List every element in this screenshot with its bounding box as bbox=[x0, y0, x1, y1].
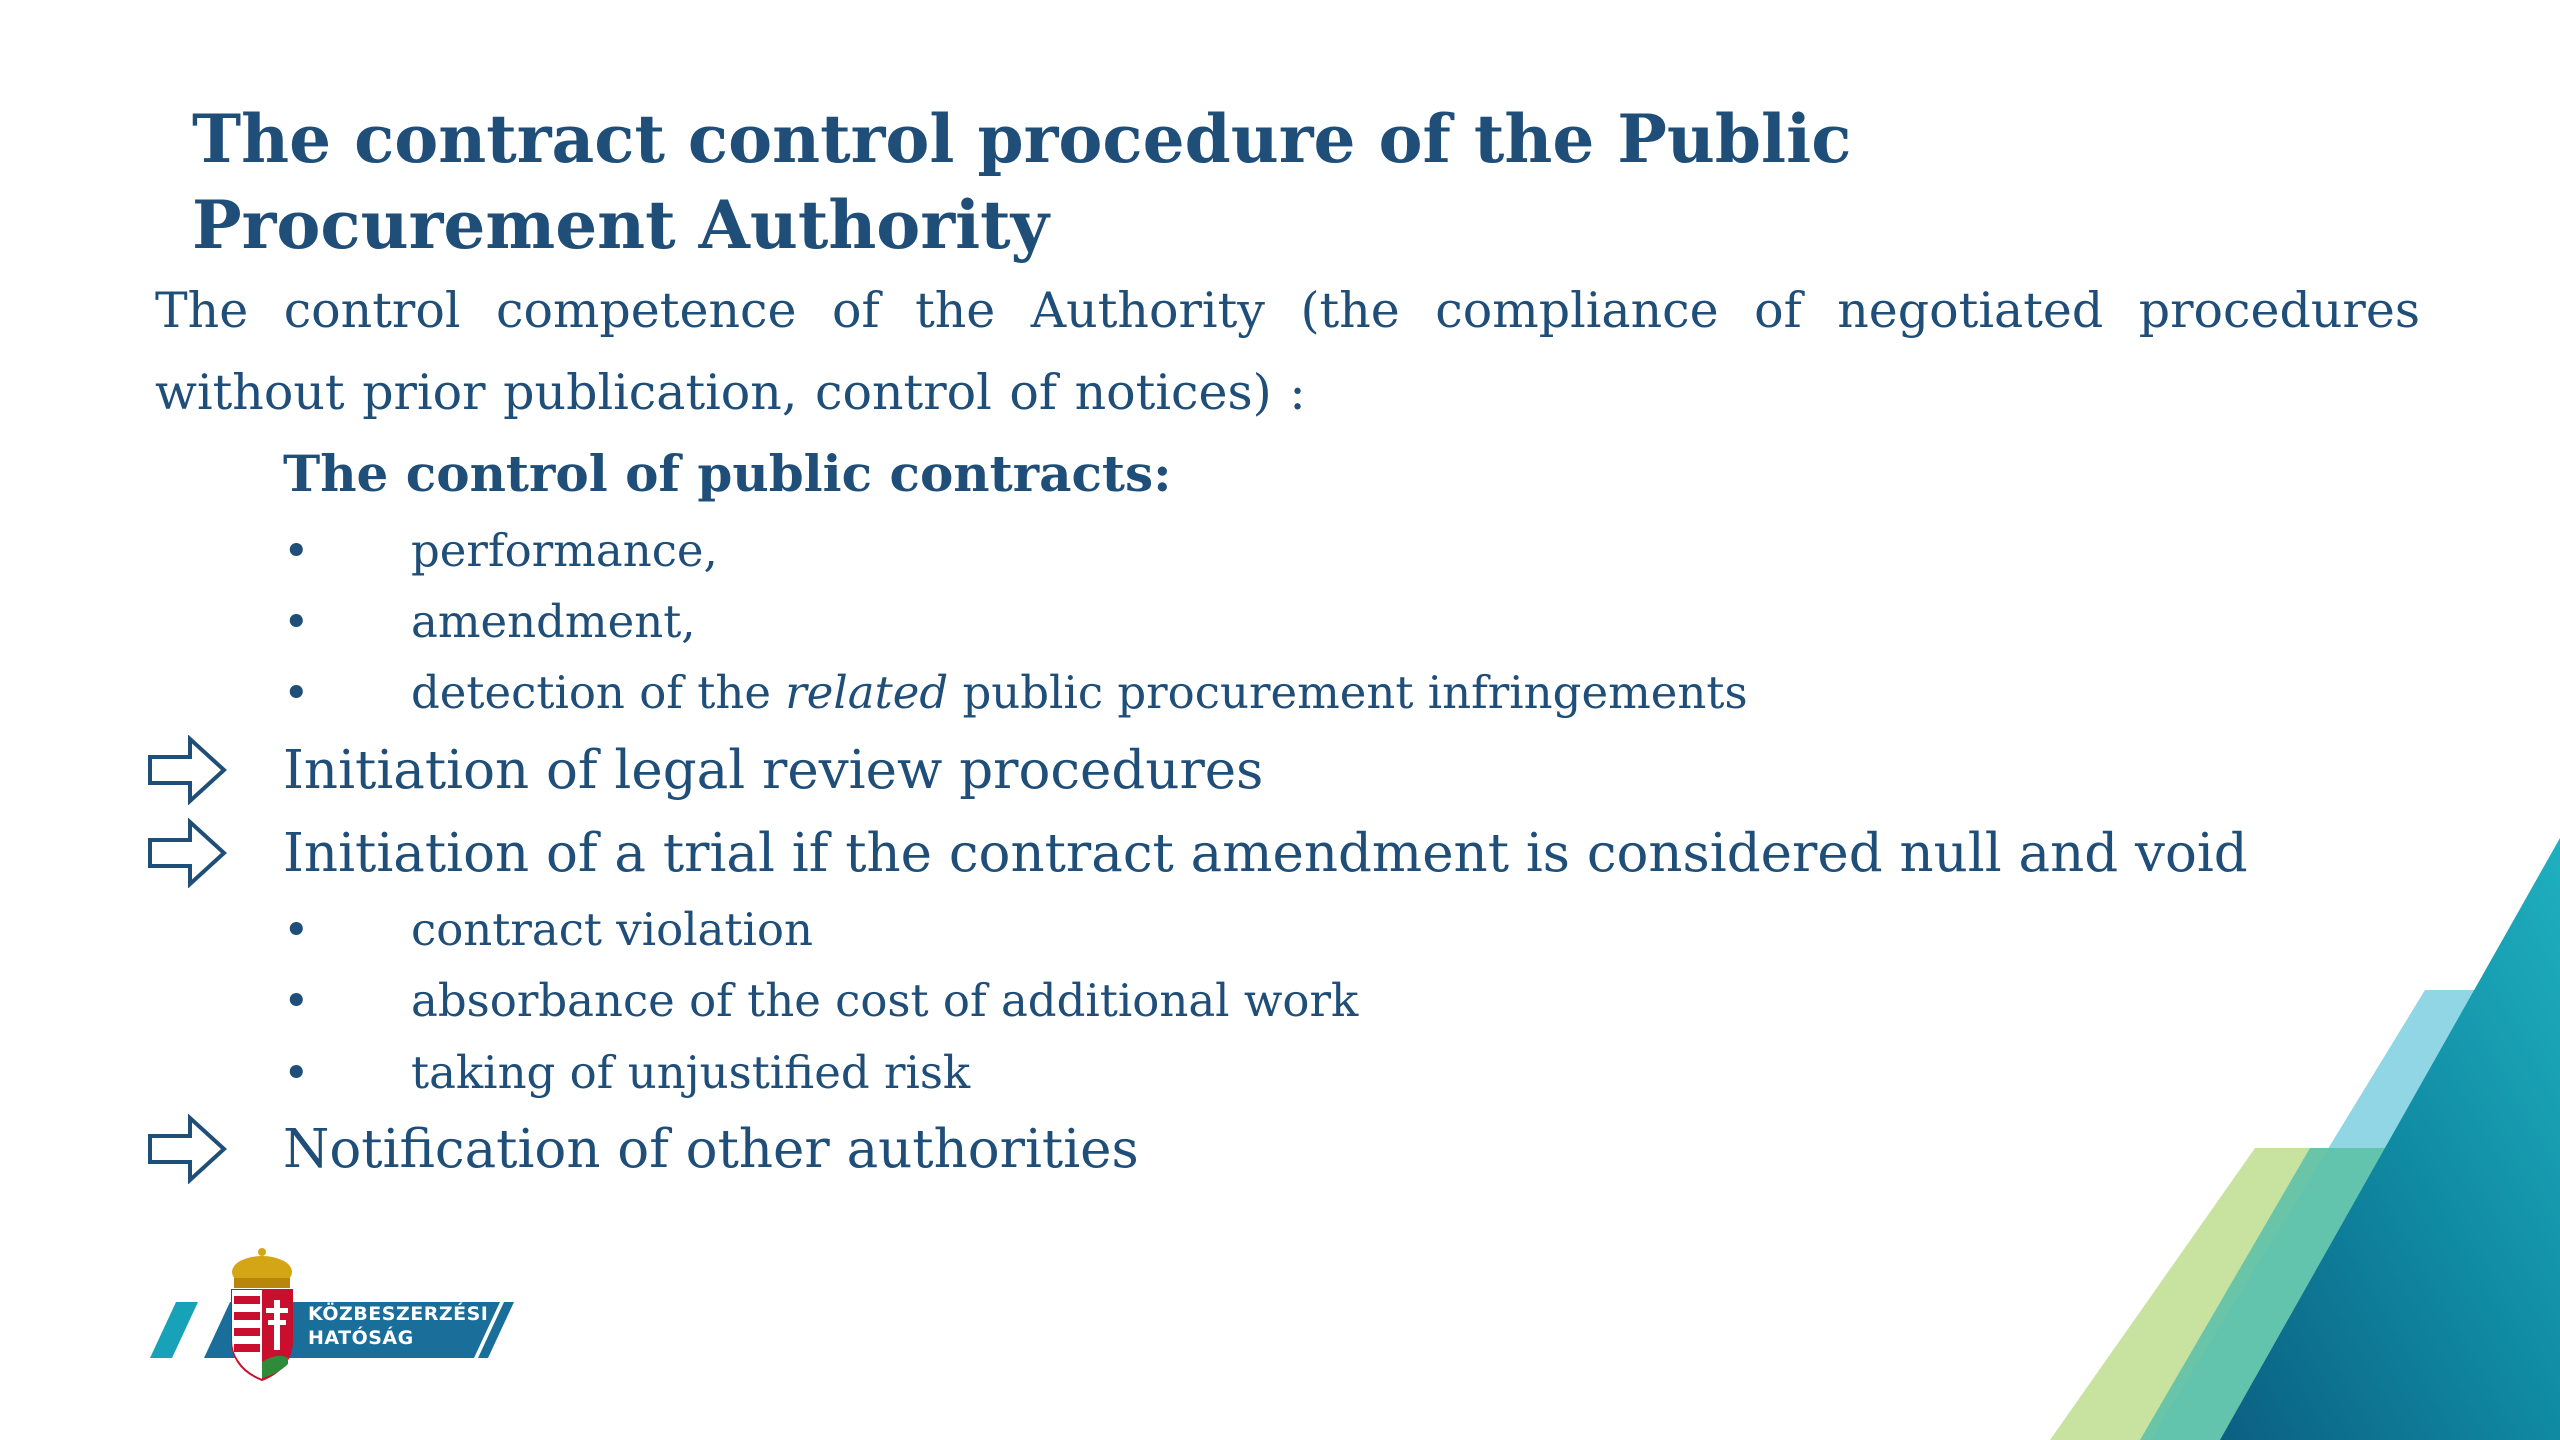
bullet-icon: • bbox=[283, 974, 310, 1027]
logo-text bbox=[308, 1302, 488, 1350]
authority-logo bbox=[138, 1240, 518, 1390]
list-item-text: performance, bbox=[411, 524, 718, 577]
list-item-text: contract violation bbox=[411, 903, 813, 956]
arrow-right-outline-icon bbox=[148, 735, 228, 805]
list-item-text-end: public procurement infringements bbox=[948, 666, 1748, 719]
bullet-icon: • bbox=[283, 524, 310, 577]
arrow-right-outline-icon bbox=[148, 818, 228, 888]
bullet-icon: • bbox=[283, 1046, 310, 1099]
arrow-right-outline-icon bbox=[148, 1114, 228, 1184]
list-item-text: taking of unjustified risk bbox=[411, 1046, 971, 1099]
logo-line-2: HATÓSÁG bbox=[308, 1327, 414, 1349]
bullet-icon: • bbox=[283, 595, 310, 648]
list-item-text bbox=[411, 662, 1748, 724]
emphasis-text: related bbox=[785, 666, 949, 719]
arrow-item-text: Initiation of a trial if the contract amendment is considered null and void bbox=[283, 823, 2248, 884]
logo-line-1: KÖZBESZERZÉSI bbox=[308, 1303, 489, 1325]
arrow-item-text: Initiation of legal review procedures bbox=[283, 740, 1264, 801]
slide-title: The contract control procedure of the Public Procurement Authority bbox=[192, 100, 1852, 264]
bullet-icon: • bbox=[283, 903, 310, 956]
bullet-icon: • bbox=[283, 666, 310, 719]
intro-paragraph: The control competence of the Authority (the compliance of negotiated procedures without prior publication, control of notices) : bbox=[155, 282, 2420, 421]
arrow-item-text: Notification of other authorities bbox=[283, 1119, 1139, 1180]
list-item-text: amendment, bbox=[411, 595, 696, 648]
subheading: The control of public contracts: bbox=[283, 444, 1172, 503]
list-item-text-start: detection of the bbox=[411, 666, 786, 719]
list-item-text: absorbance of the cost of additional work bbox=[411, 974, 1359, 1027]
